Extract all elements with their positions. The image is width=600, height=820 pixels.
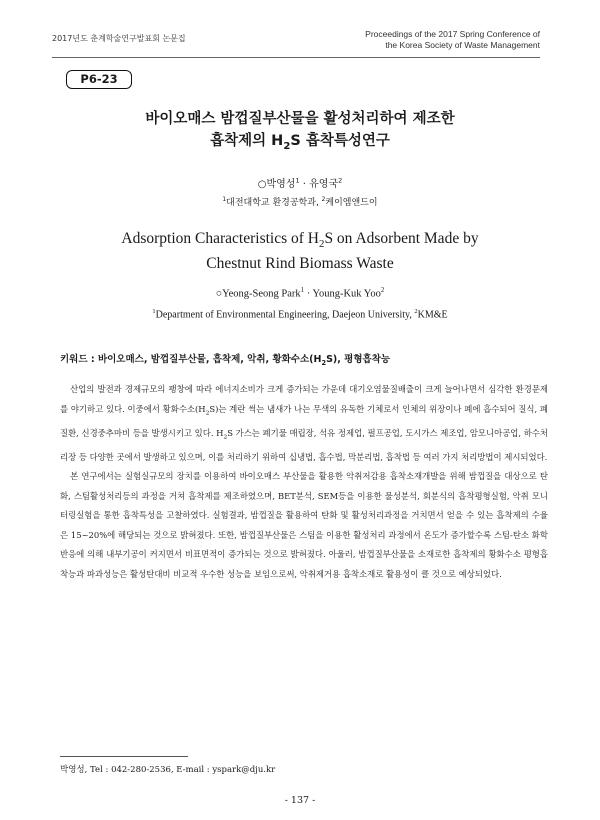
english-title-line1-part1: Adsorption Characteristics of H [121, 230, 320, 247]
author-1-ko: 박영성 [266, 179, 296, 190]
english-title-subscript: 2 [319, 238, 325, 251]
korean-affiliations [60, 195, 540, 208]
footnote-rule [60, 756, 188, 757]
author-1-en: Yeong-Seong Park [222, 288, 301, 300]
korean-title-line1: 바이오매스 밤껍질부산물을 활성처리하여 제조한 [145, 111, 455, 127]
korean-title-subscript: 2 [283, 140, 291, 152]
running-header-right [365, 29, 540, 51]
keywords [60, 351, 540, 367]
abstract-paragraph-1 [60, 380, 548, 467]
abstract-body [60, 380, 548, 584]
running-header-left: 2017년도 춘계학술연구발표회 논문집 [52, 34, 186, 43]
running-header-right-line1: Proceedings of the 2017 Spring Conference of [365, 29, 540, 39]
korean-title [60, 108, 540, 158]
author-2-en-sup: 2 [380, 287, 385, 294]
abstract-paragraph-2: 본 연구에서는 실험실규모의 장치를 이용하여 바이오매스 부산물을 활용한 악취저감용 흡착소재개발을 위해 밤껍질을 대상으로 탄화, 스팀활성처리등의 과정을 거쳐 흡착제를 제조하였으며, BET분석, SEM등을 이용한 물성분석, 회분식의 흡착평형실험, 악취 모니터링실험을 통한 흡착특성을 고찰하였다. 실험결과, 밤껍질을 활용하여 탄화 및 활성처리과정을 거치면서 얻을 수 있는 흡착제의 수율은 15~20%에 해당되는 것으로 밝혀졌다. 또한, 밤껍질부산물은 스팀을 이용한 활성처리 과정에서 온도가 증가할수록 스팀-탄소 화학반응에 의해 내부기공이 커지면서 비표면적이 증가되는 것으로 밝혀졌다. 아울러, 밤껍질부산물을 소재로한 흡착제의 황화수소 평형흡착능과 파과성능은 활성탄대비 비교적 우수한 성능을 보임으로써, 악취제거용 흡착소재로 활용성이 클 것으로 예상되었다. [60, 471, 548, 579]
running-header-right-line2: the Korea Society of Waste Management [385, 40, 540, 50]
affil-2-en: KM&E [417, 309, 448, 321]
affil-1-en: Department of Environmental Engineering, Daejeon University, [155, 309, 415, 321]
author-2-ko-sup: 2 [338, 176, 343, 185]
keywords-text-part2: S), 평형흡착능 [326, 354, 391, 365]
author-1-en-sup: 1 [300, 287, 305, 294]
p1-part1: 산업의 발전과 경제규모의 팽창에 따라 에너지소비가 크게 증가되는 가운데 대기오염물질배출이 크게 늘어나면서 심각한 환경문제를 야기하고 있다. 이중에서 황화수소(H [60, 384, 548, 414]
author-separator: · [299, 179, 310, 190]
affil-1-ko-sup: 1 [222, 197, 227, 203]
korean-title-line2-part2: S 흡착특성연구 [290, 133, 390, 149]
author-1-ko-sup: 1 [295, 176, 300, 185]
author-2-ko: 유영국 [309, 179, 339, 190]
english-affiliations [60, 308, 540, 320]
keywords-subscript: 2 [321, 358, 327, 367]
english-title-line1 [60, 229, 540, 254]
korean-title-line2 [60, 130, 540, 158]
english-title [60, 229, 540, 274]
author-2-en: Young-Kuk Yoo [312, 288, 381, 300]
p1-part3: S 가스는 폐기물 매립장, 석유 정제업, 펄프공업, 도시가스 제조업, 암모니아공업, 하수처리장 등 다양한 곳에서 발생하고 있으며, 이를 처리하기 위하여 십냉법, 흡수법, 막분리법, 흡착법 등 여러 가지 처리방법이 제시되었다. [60, 427, 548, 462]
affil-1-ko: 대전대학교 환경공학과, [226, 198, 322, 208]
author-separator-en: · [304, 288, 313, 300]
korean-authors [60, 175, 540, 190]
affil-1-en-sup: 1 [152, 308, 156, 315]
corresponding-author-footnote: 박영성, Tel : 042-280-2536, E-mail : yspark@dju.kr [60, 765, 276, 775]
english-title-line2: Chestnut Rind Biomass Waste [206, 255, 394, 273]
p1-part2: S)는 계란 썩는 냄새가 나는 무색의 유독한 기체로서 인체의 위장이나 폐에 흡수되어 질식, 폐 질환, 신경중추마비 등을 발생시키고 있다. H [60, 403, 548, 438]
affil-2-ko-sup: 2 [321, 197, 326, 203]
affil-2-en-sup: 2 [414, 308, 418, 315]
keywords-label: 키워드 : [60, 354, 98, 365]
keywords-text-part1: 바이오매스, 밤껍질부산물, 흡착제, 악취, 황화수소(H [97, 354, 322, 365]
presenter-marker-icon: ○ [257, 179, 267, 190]
p1-subscript-1: 2 [205, 410, 210, 417]
korean-title-line2-part1: 흡착제의 H [210, 133, 284, 149]
english-authors [60, 287, 540, 300]
english-title-line1-part2: S on Adsorbent Made by [324, 230, 479, 247]
paper-code-badge: P6-23 [66, 70, 132, 89]
page-number: - 137 - [284, 795, 316, 806]
affil-2-ko: 케이엠앤드이 [325, 198, 378, 208]
header-rule [52, 57, 540, 58]
p1-subscript-2: 2 [223, 434, 228, 441]
presenter-marker-en-icon: ○ [215, 288, 223, 300]
